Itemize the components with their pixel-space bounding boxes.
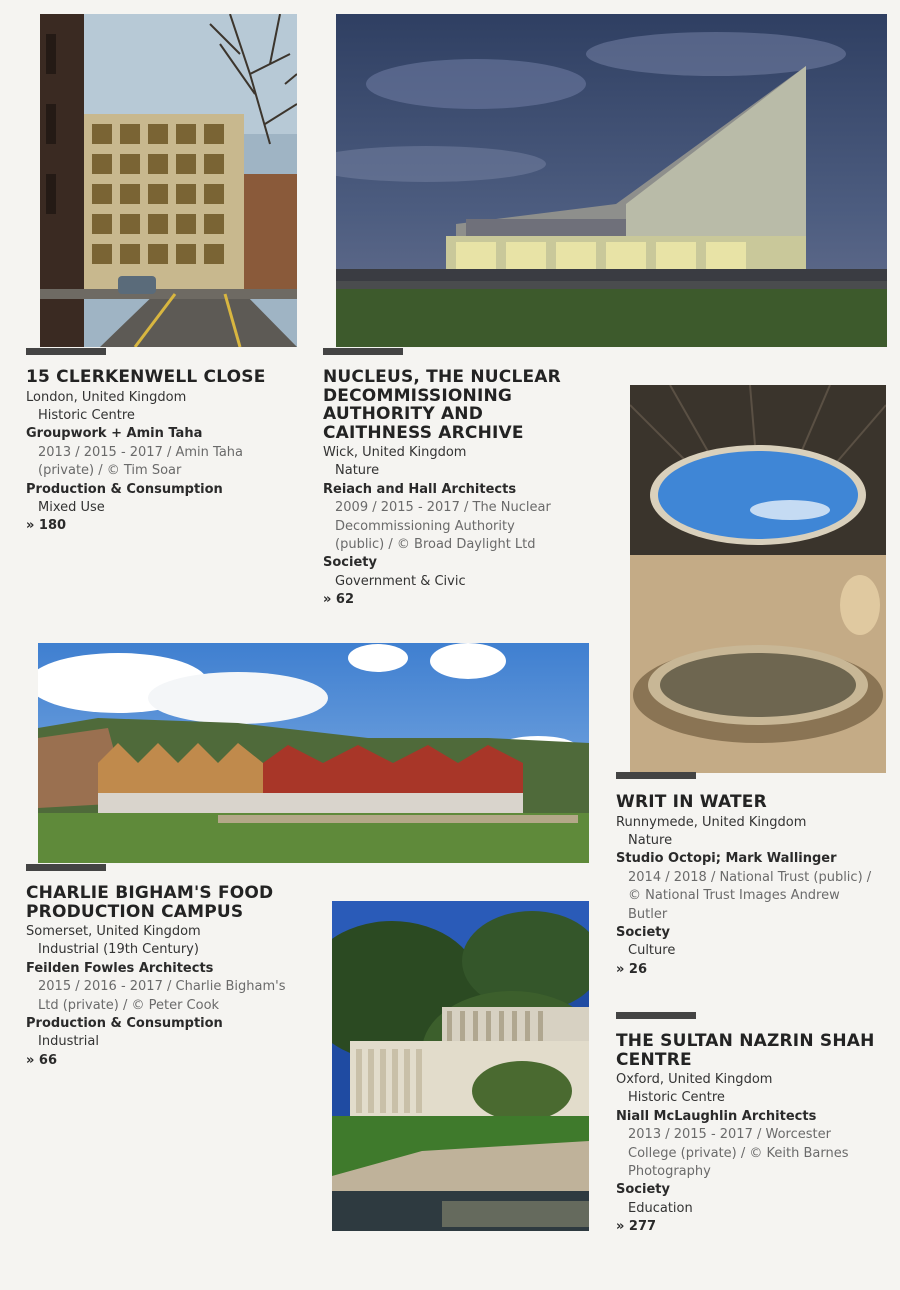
entry-use: Government & Civic: [335, 573, 466, 589]
section-divider-bar: [323, 348, 403, 355]
entry-detail: College (private) / © Keith Barnes: [628, 1145, 849, 1161]
entry-theme: Society: [616, 1182, 670, 1198]
entry-title-line: CHARLIE BIGHAM'S FOOD: [26, 883, 274, 903]
entry-theme: Society: [323, 555, 377, 571]
entry-location: Somerset, United Kingdom: [26, 924, 201, 939]
entry-title-line: AUTHORITY AND: [323, 404, 484, 424]
entry-detail: (private) / © Tim Soar: [38, 463, 182, 479]
entry-location: Oxford, United Kingdom: [616, 1072, 773, 1087]
entry-title-line: THE SULTAN NAZRIN SHAH: [616, 1031, 875, 1051]
entry-detail: 2014 / 2018 / National Trust (public) /: [628, 869, 872, 885]
entry-use: Education: [628, 1200, 693, 1216]
entry-page-ref: » 180: [26, 518, 67, 534]
entry-sultan-nazrin-shah: [616, 1032, 896, 1237]
entry-page-ref: » 26: [616, 961, 648, 977]
entry-title-line: NUCLEUS, THE NUCLEAR: [323, 367, 561, 387]
entry-architect: Groupwork + Amin Taha: [26, 426, 203, 442]
entry-title-line: DECOMMISSIONING: [323, 385, 513, 406]
entry-category: Nature: [335, 463, 380, 479]
entry-page-ref: » 277: [616, 1219, 657, 1235]
entry-theme: Production & Consumption: [26, 481, 223, 497]
photo-clerkenwell-close: [40, 14, 297, 347]
entry-use: Mixed Use: [38, 499, 105, 515]
entry-detail: © National Trust Images Andrew: [628, 888, 840, 904]
entry-title-line: CENTRE: [616, 1049, 692, 1070]
entry-nucleus: [323, 368, 613, 610]
entry-title-line: CAITHNESS ARCHIVE: [323, 422, 524, 443]
entry-detail: 2013 / 2015 - 2017 / Worcester: [628, 1127, 831, 1143]
photo-nucleus: [336, 14, 887, 347]
photo-charlie-bigham: [38, 643, 589, 863]
section-divider-bar: [26, 864, 106, 871]
entry-page-ref: » 66: [26, 1052, 58, 1068]
entry-architect: Studio Octopi; Mark Wallinger: [616, 851, 837, 867]
entry-title-line: PRODUCTION CAMPUS: [26, 901, 244, 922]
section-divider-bar: [616, 772, 696, 779]
entry-detail: Butler: [628, 906, 668, 922]
entry-category: Nature: [628, 832, 673, 848]
entry-title: [616, 1032, 896, 1069]
entry-detail: 2015 / 2016 - 2017 / Charlie Bigham's: [38, 979, 286, 995]
entry-detail: Decommissioning Authority: [335, 518, 515, 534]
entry-detail: Ltd (private) / © Peter Cook: [38, 997, 220, 1013]
entry-theme: Production & Consumption: [26, 1016, 223, 1032]
entry-category: Industrial (19th Century): [38, 942, 199, 958]
entry-detail: 2013 / 2015 - 2017 / Amin Taha: [38, 444, 243, 460]
section-divider-bar: [26, 348, 106, 355]
section-divider-bar: [616, 1012, 696, 1019]
entry-category: Historic Centre: [628, 1090, 725, 1106]
entry-title: [323, 368, 613, 442]
entry-category: Historic Centre: [38, 407, 135, 423]
entry-location: Runnymede, United Kingdom: [616, 814, 807, 830]
entry-architect: Feilden Fowles Architects: [26, 960, 214, 976]
photo-sultan-nazrin-shah: [332, 901, 589, 1231]
entry-writ-in-water: [616, 793, 891, 979]
entry-architect: Niall McLaughlin Architects: [616, 1108, 817, 1124]
entry-title: [26, 884, 316, 921]
entry-location: Wick, United Kingdom: [323, 445, 467, 460]
entry-location: London, United Kingdom: [26, 389, 187, 405]
entry-detail: 2009 / 2015 - 2017 / The Nuclear: [335, 500, 551, 516]
entry-charlie-bigham: [26, 884, 316, 1070]
entry-title: WRIT IN WATER: [616, 792, 767, 812]
entry-detail: (public) / © Broad Daylight Ltd: [335, 537, 536, 553]
entry-theme: Society: [616, 924, 670, 940]
entry-use: Industrial: [38, 1034, 99, 1050]
entry-use: Culture: [628, 943, 676, 959]
entry-architect: Reiach and Hall Architects: [323, 481, 517, 497]
entry-detail: Photography: [628, 1164, 711, 1180]
entry-clerkenwell-close: [26, 368, 296, 536]
entry-page-ref: » 62: [323, 592, 355, 608]
entry-title: 15 CLERKENWELL CLOSE: [26, 367, 266, 387]
photo-writ-in-water: [630, 385, 886, 773]
